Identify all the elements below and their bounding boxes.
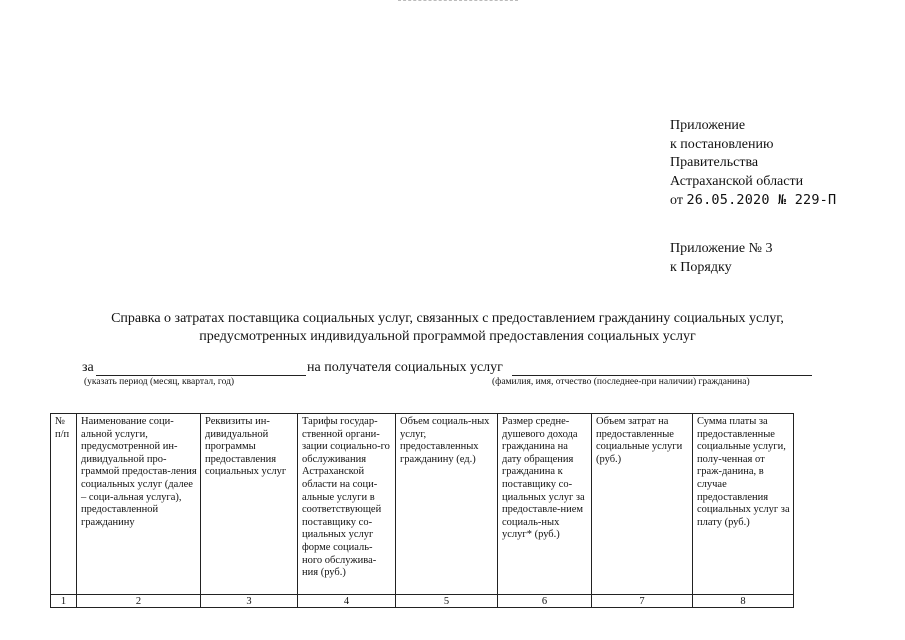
column-number: 6 [498, 595, 592, 608]
recipient-hint: (фамилия, имя, отчество (последнее-при наличии) гражданина) [492, 377, 750, 387]
recipient-prefix: на получателя социальных услуг [307, 360, 503, 375]
table-column-numbers-row [51, 595, 794, 608]
recipient-blank-line [512, 375, 812, 376]
period-hint: (указать период (месяц, квартал, год) [84, 377, 235, 387]
period-blank-line [96, 375, 306, 376]
period-field-row [82, 360, 812, 378]
document-title-line: Справка о затратах поставщика социальных услуг, связанных с предоставлением гражданину социальных услуг, [111, 311, 784, 326]
column-number: 4 [298, 595, 396, 608]
cost-table [50, 413, 794, 608]
appendix-main-block [670, 117, 836, 211]
header-cell-tariffs: Тарифы государ-ственной органи-зации социально-го обслуживания Астраханской области на соци-альные услуги в соответствующей поставщику со-циальных услуг форме социаль-ного обслужива-ния (руб.) [298, 414, 396, 595]
header-cell-service-name: Наименование соци-альной услуги, предусмотренной ин-дивидуальной про-граммой предостав-ления социальных услуг (далее – соци-альная услуга), предоставленной гражданину [77, 414, 201, 595]
date-prefix: от [670, 193, 683, 208]
header-cell-service-volume: Объем социаль-ных услуг, предоставленных гражданину (ед.) [396, 414, 498, 595]
appendix-date-line [670, 191, 836, 211]
appendix-main-line: Астраханской области [670, 173, 804, 189]
header-cell-payment-sum: Сумма платы за предоставленные социальные услуги, полу-ченная от граж-данина, в случае предоставления социальных услуг за плату (руб.) [693, 414, 794, 595]
column-number: 8 [693, 595, 794, 608]
appendix-order-title: Приложение № 3 [670, 241, 773, 256]
column-number: 5 [396, 595, 498, 608]
period-prefix: за [82, 360, 94, 375]
appendix-main-line: к постановлению [670, 136, 774, 152]
column-number: 3 [201, 595, 298, 608]
table-header-row [51, 414, 794, 595]
column-number: 2 [77, 595, 201, 608]
column-number: 1 [51, 595, 77, 608]
document-title [60, 310, 835, 345]
header-cell-income: Размер средне-душевого дохода гражданина на дату обращения гражданина к поставщику со-циальных услуг за предоставле-нием социаль-ных услуг* (руб.) [498, 414, 592, 595]
column-number: 7 [592, 595, 693, 608]
header-cell-cost-volume: Объем затрат на предоставленные социальные услуги (руб.) [592, 414, 693, 595]
appendix-main-title: Приложение [670, 118, 746, 133]
appendix-order-block [670, 240, 773, 277]
appendix-main-line: Правительства [670, 155, 759, 170]
header-cell-program-details: Реквизиты ин-дивидуальной программы предоставления социальных услуг [201, 414, 298, 595]
document-title-line: предусмотренных индивидуальной программой предоставления социальных услуг [199, 328, 696, 344]
header-cell-number: № п/п [51, 414, 77, 595]
appendix-order-subtitle: к Порядку [670, 259, 732, 275]
date-stamp: 26.05.2020 № 229-П [686, 192, 837, 208]
scan-artifact [398, 0, 518, 5]
